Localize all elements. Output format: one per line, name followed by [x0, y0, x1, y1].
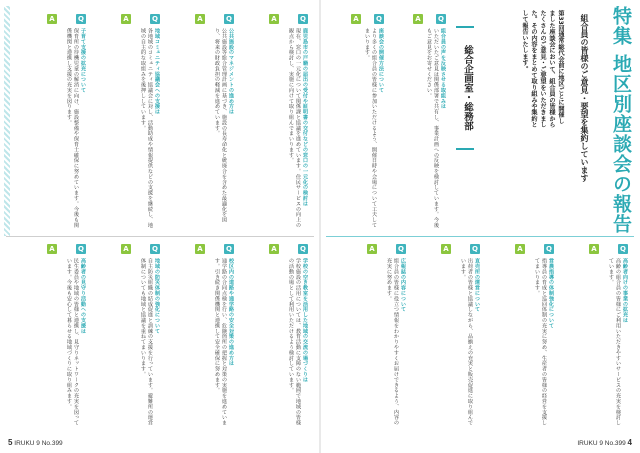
question-text: 地域の防災体制の強化について — [154, 258, 160, 334]
right-page — [320, 0, 640, 453]
answer-badge: A — [351, 14, 361, 24]
question-badge: Q — [374, 14, 384, 24]
answer-badge: A — [121, 244, 131, 254]
question-badge: Q — [470, 244, 480, 254]
intro-text: 第33回通常総代会前に地区ごとに開催しました座談会において、組合員の皆様からたくさんのご意見・ご要望をいただきました。その内容をまとめて取り組みや集約として報告いたします。 — [521, 10, 564, 128]
answer-badge: A — [589, 244, 599, 254]
question-badge: Q — [224, 14, 234, 24]
answer-badge: A — [367, 244, 377, 254]
answer-badge: A — [195, 244, 205, 254]
question-text: 営農指導の体制強化について — [548, 258, 554, 329]
answer-badge: A — [195, 14, 205, 24]
question-text: 学校の空き教室を活用した地域の交流の場づくりは — [302, 258, 308, 383]
question-badge: Q — [544, 244, 554, 254]
question-text: 高齢者の見守り活動への支援は — [80, 258, 86, 334]
qa-column — [560, 258, 628, 428]
qa-column — [338, 258, 406, 428]
answer-text: 自主防災組織の結成促進と訓練の支援を行っています。避難所の運営体制についても地域と協議を重ねてまいります。 — [140, 258, 153, 426]
question-text: 広報誌の内容について — [400, 258, 406, 312]
answer-badge: A — [413, 14, 423, 24]
answer-badge: A — [47, 14, 57, 24]
question-text: 高齢者向けの事業の拡充は — [622, 258, 628, 323]
question-badge: Q — [224, 244, 234, 254]
question-text: 座談会の開催方法について — [378, 28, 384, 93]
answer-text: より多くの組合員の皆様に参加いただけるよう、開催日時や会場について工夫してまいります。 — [364, 28, 377, 228]
qa-column — [166, 258, 234, 428]
page-footer — [8, 438, 63, 447]
page-footer — [577, 438, 632, 447]
feature-title: 特集 地区別座談会の報告 — [610, 6, 632, 234]
answer-text: 現在、窓口の一元化について関係課と協議を進めています。住民サービスの向上の観点から検討し、実施に向けて取り組んでまいります。 — [288, 28, 301, 228]
answer-badge: A — [269, 14, 279, 24]
answer-badge: A — [441, 244, 451, 254]
page-number: 5 — [8, 438, 13, 447]
question-text: 子育て支援の拡充について — [80, 28, 86, 93]
question-badge: Q — [76, 14, 86, 24]
answer-text: 学校施設の活用については、教育活動に支障のない範囲で地域の皆様の活動の場として利用いただけるよう検討しています。 — [288, 258, 301, 426]
qa-column — [92, 258, 160, 428]
answer-text: 高齢の組合員の皆様にご利用いただきやすいサービスの充実を検討しています。 — [608, 258, 621, 426]
question-text: 鹿児島市の戸籍の届出の受付や証明書の交付などの窓口の一元化の検討は — [302, 28, 308, 207]
answer-text: 指導員の育成と巡回体制の充実に努め、生産者の皆様の経営を支援してまいります。 — [534, 258, 547, 426]
section-divider — [326, 236, 634, 237]
answer-text: 民生委員や地域の皆様と連携し、見守りネットワークの充実を図っています。今後も安心して暮らせる地域づくりに取り組みます。 — [66, 258, 79, 426]
department-heading: 総合企画室・総務部 — [456, 26, 474, 150]
page-number: 4 — [627, 438, 632, 447]
answer-text: 公共施設等総合管理計画に基づき、施設の長寿命化と統廃合を含めた最適化を図り、将来の財政負担の軽減を進めています。 — [214, 28, 227, 223]
answer-badge: A — [47, 244, 57, 254]
answer-text: 各地域のコミュニティ協議会に対し、活動助成や情報提供などの支援を継続し、地域の自主的な取組みを後押ししています。 — [140, 28, 153, 228]
answer-text: 保育所の待機児童の解消に向け、施設整備や保育士確保に努めています。今後も関係機関と連携し支援の充実を図ります。 — [66, 28, 79, 228]
question-badge: Q — [396, 244, 406, 254]
question-text: 公共施設のマネジメントの進め方は — [228, 28, 234, 115]
answer-badge: A — [121, 14, 131, 24]
qa-column — [18, 258, 86, 428]
question-badge: Q — [618, 244, 628, 254]
qa-column — [328, 28, 384, 230]
qa-column — [486, 258, 554, 428]
footer-text: IRUKU 9 No.399 — [577, 440, 626, 447]
qa-column — [18, 28, 86, 230]
answer-badge: A — [269, 244, 279, 254]
answer-text: 通学路の合同点検を行い、危険箇所の把握と対策の実施を進めています。引き続き関係機関と連携して安全確保に努めます。 — [214, 258, 227, 426]
question-badge: Q — [76, 244, 86, 254]
footer-text: IRUKU 9 No.399 — [14, 440, 63, 447]
question-badge: Q — [150, 244, 160, 254]
qa-column — [166, 28, 234, 230]
question-badge: Q — [298, 244, 308, 254]
question-text: 校区内の道路や通学路の安全対策の進め方は — [228, 258, 234, 366]
section-divider — [6, 236, 314, 237]
qa-column — [390, 28, 446, 230]
question-badge: Q — [436, 14, 446, 24]
answer-text: 出荷者の皆様と協議しながら、品揃えの充実と販売促進に取り組んでいます。 — [460, 258, 473, 426]
qa-column — [240, 28, 308, 230]
answer-badge: A — [515, 244, 525, 254]
question-text: 直売所の運営について — [474, 258, 480, 312]
question-text: 組合員の声を反映させる取組みは — [440, 28, 446, 109]
qa-column — [412, 258, 480, 428]
answer-text: いただいたご意見は関係部署で共有し、事業計画への反映を検討しています。今後もご意見をお寄せください。 — [426, 28, 439, 228]
qa-column — [240, 258, 308, 428]
qa-column — [92, 28, 160, 230]
question-badge: Q — [298, 14, 308, 24]
decorative-stripe — [4, 6, 10, 236]
question-text: 地域コミュニティ協議会への支援は — [154, 28, 160, 115]
feature-subtitle: 組合員の皆様のご意見・要望を集約しています — [580, 14, 589, 182]
answer-text: 組合員の皆様に役立つ情報をわかりやすくお届けできるよう、内容の充実に努めます。 — [386, 258, 399, 426]
question-badge: Q — [150, 14, 160, 24]
